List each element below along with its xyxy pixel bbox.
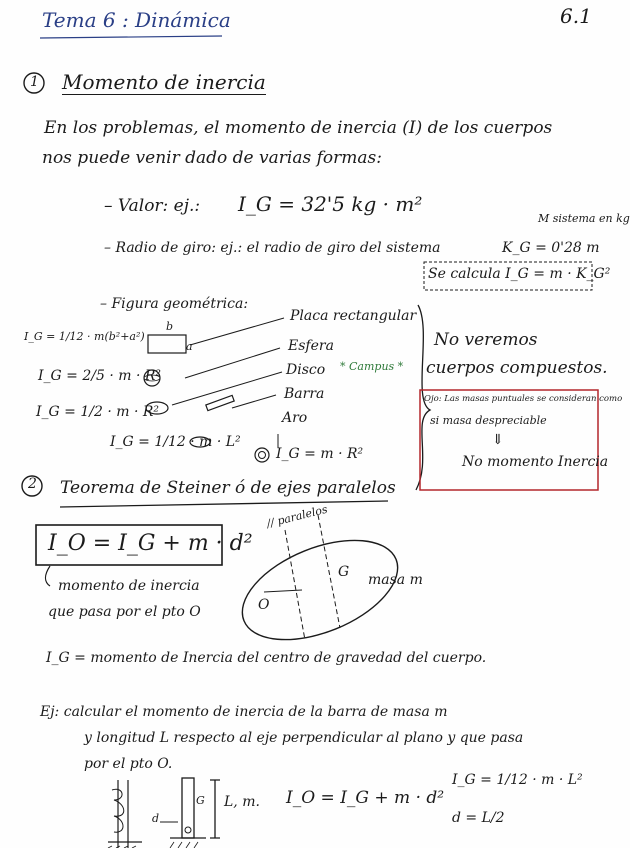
example-bar	[182, 778, 194, 838]
example-ig: I_G = 1/12 · m · L²	[452, 772, 583, 788]
steiner-note-2: que pasa por el pto O	[48, 604, 201, 620]
page-number: 6.1	[560, 4, 592, 28]
radio-note: M sistema en kg	[538, 212, 630, 225]
body-ellipse	[228, 520, 412, 659]
axis-G	[318, 515, 340, 628]
paralelos-label: // paralelos	[265, 502, 329, 531]
section-1-heading: Momento de inercia	[62, 70, 266, 94]
point-G: G	[338, 564, 350, 580]
example-line-3: por el pto O.	[84, 756, 173, 772]
ig-definition: I_G = momento de Inercia del centro de gravedad del cuerpo.	[46, 650, 487, 666]
intro-line-2: nos puede venir dado de varias formas:	[42, 148, 382, 168]
placa-label-a: a	[186, 340, 193, 353]
example-d: d	[152, 812, 160, 825]
radio-calc: Se calcula I_G = m · K_G²	[428, 266, 611, 282]
masa-label: masa m	[368, 572, 423, 588]
page-title: Tema 6 : Dinámica	[42, 8, 231, 32]
formula-disco: I_G = 1/2 · m · R²	[36, 404, 160, 420]
arrow-icon	[185, 348, 280, 378]
radio-value: K_G = 0'28 m	[502, 240, 600, 256]
placa-sketch	[148, 335, 186, 353]
point-O: O	[258, 597, 270, 613]
ojo-line-3: No momento Inercia	[462, 454, 609, 470]
formula-placa: I_G = 1/12 · m(b²+a²)	[24, 330, 145, 343]
valor-formula: I_G = 32'5 kg · m²	[238, 192, 423, 216]
axis-O	[285, 530, 305, 640]
figura-label: – Figura geométrica:	[100, 296, 249, 312]
formula-barra: I_G = 1/12 · m · L²	[110, 434, 241, 450]
placa-label-b: b	[166, 320, 174, 333]
example-line-1: Ej: calcular el momento de inercia de la barra de masa m	[40, 704, 448, 720]
intro-line-1: En los problemas, el momento de inercia (I) de los cuerpos	[44, 118, 553, 138]
section-2-number: 2	[28, 476, 37, 492]
example-G: G	[196, 794, 205, 807]
example-labels: L, m.	[224, 794, 260, 810]
shape-esfera: Esfera	[288, 338, 334, 354]
steiner-note-1: momento de inercia	[58, 578, 200, 594]
shape-barra: Barra	[284, 386, 325, 402]
example-d-value: d = L/2	[452, 810, 505, 826]
barra-sketch	[206, 395, 234, 410]
campus-note: * Campus *	[340, 360, 404, 373]
shape-aro: Aro	[282, 410, 308, 426]
ojo-box	[420, 390, 598, 490]
formula-aro: I_G = m · R²	[276, 446, 364, 462]
section-2-heading: Teorema de Steiner ó de ejes paralelos	[60, 478, 396, 498]
arrow-icon	[190, 318, 284, 345]
example-formula: I_O = I_G + m · d²	[286, 788, 445, 808]
ojo-line-1: Ojo: Las masas puntuales se consideran como	[424, 394, 623, 404]
ojo-arrow: ⇓	[492, 432, 504, 448]
aro-sketch	[255, 448, 269, 462]
arrow-icon	[232, 395, 276, 408]
no-compuestos-2: cuerpos compuestos.	[426, 358, 608, 378]
steiner-formula: I_O = I_G + m · d²	[48, 531, 253, 556]
example-line-2: y longitud L respecto al eje perpendicular al plano y que pasa	[84, 730, 524, 746]
curve-arrow-icon	[46, 566, 51, 586]
section-1-number: 1	[30, 74, 39, 90]
radio-label: – Radio de giro: ej.: el radio de giro del sistema	[104, 240, 441, 256]
ojo-line-2: si masa despreciable	[430, 414, 547, 427]
formula-esfera: I_G = 2/5 · m · R²	[38, 368, 162, 384]
shape-placa: Placa rectangular	[290, 308, 417, 324]
shape-disco: Disco	[286, 362, 326, 378]
valor-label: – Valor: ej.:	[104, 196, 201, 216]
no-compuestos-1: No veremos	[434, 330, 538, 350]
